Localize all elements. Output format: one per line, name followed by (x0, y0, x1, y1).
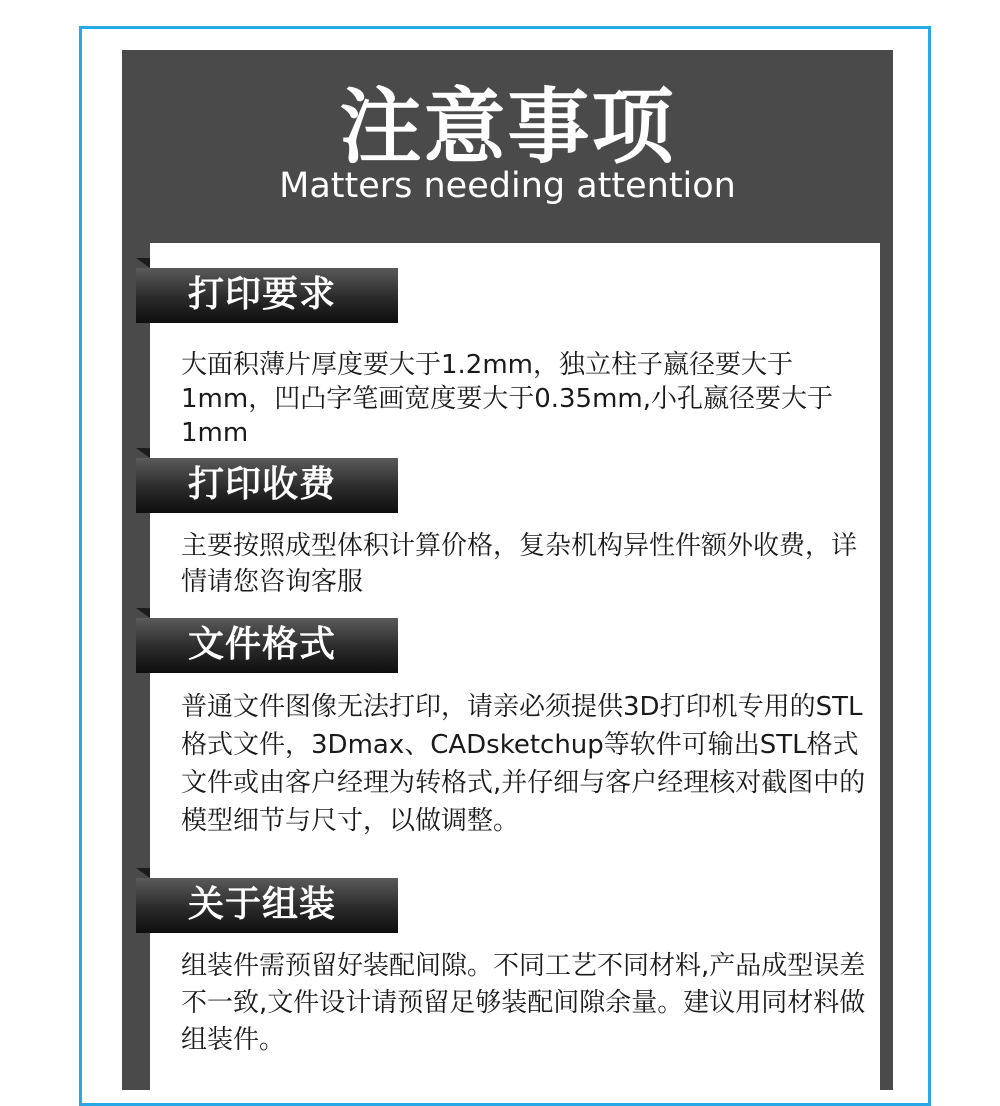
ribbon-fold (136, 608, 150, 618)
section-heading-file-format (136, 618, 398, 673)
section-heading-label: 打印收费 (188, 464, 337, 505)
section-text-file-format: 普通文件图像无法打印，请亲必须提供3D打印机专用的STL格式文件，3Dmax、CADsketchup等软件可输出STL格式文件或由客户经理为转格式,并仔细与客户经理核对截图中的模型细节与尺寸，以做调整。 (181, 692, 866, 836)
section-heading-label: 文件格式 (188, 624, 337, 665)
ribbon-fold (136, 868, 150, 878)
section-heading-label: 关于组装 (188, 884, 337, 925)
section-heading-print-requirements (136, 268, 398, 323)
ribbon-fold (136, 258, 150, 268)
section-text-print-fees: 主要按照成型体积计算价格，复杂机构异性件额外收费，详情请您咨询客服 (181, 531, 858, 597)
page-title: 注意事项 (339, 80, 676, 175)
section-heading-label: 打印要求 (188, 274, 337, 315)
section-text-assembly: 组装件需预留好装配间隙。不同工艺不同材料,产品成型误差不一致,文件设计请预留足够装配间隙余量。建议用同材料做组装件。 (181, 951, 866, 1055)
section-heading-print-fees (136, 458, 398, 513)
section-text-print-requirements: 大面积薄片厚度要大于1.2mm，独立柱子嬴径要大于1mm，凹凸字笔画宽度要大于0.35mm,小孔嬴径要大于1mm (181, 350, 834, 448)
section-heading-assembly (136, 878, 398, 933)
page-subtitle: Matters needing attention (279, 166, 736, 206)
ribbon-fold (136, 448, 150, 458)
